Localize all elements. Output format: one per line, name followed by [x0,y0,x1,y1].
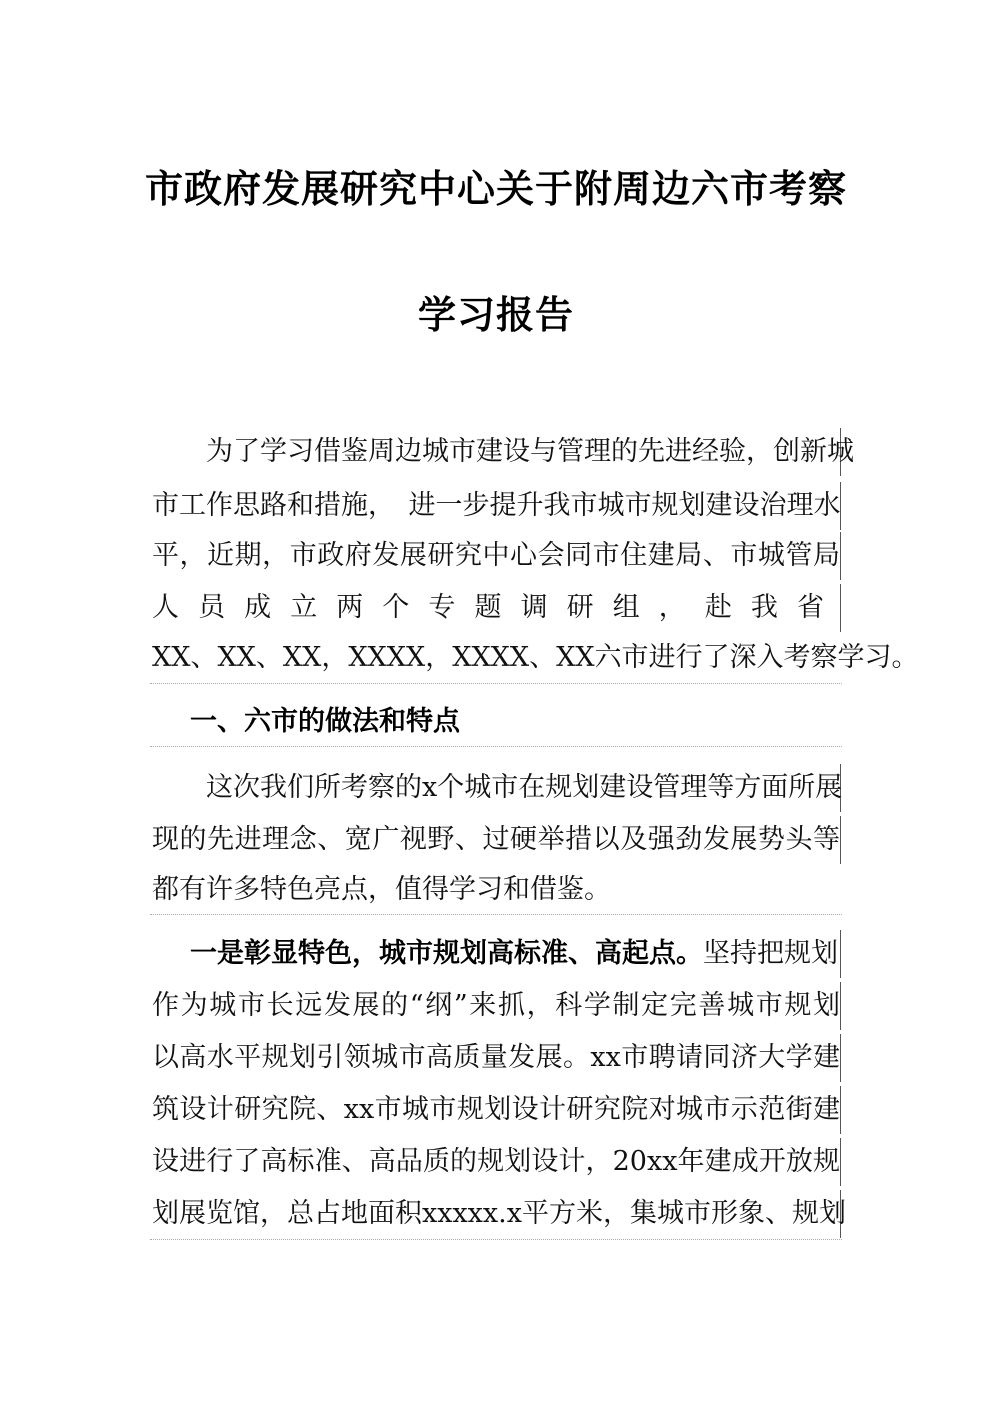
paragraph-separator [150,746,842,747]
document-title-line-1: 市政府发展研究中心关于附周边六市考察 [144,167,847,211]
paragraph-3-line-6: 划展览馆，总占地面积xxxxx.x平方米，集城市形象、规划 [152,1190,841,1238]
paragraph-1-line-3: 平，近期，市政府发展研究中心会同市住建局、市城管局 [152,532,841,580]
paragraph-1-line-4: 人员成立两个专题调研组，赴我省 [152,584,841,632]
paragraph-3-lead-rest: 坚持把规划 [703,938,838,969]
paragraph-separator [150,683,842,684]
paragraph-1-line-2: 市工作思路和措施， 进一步提升我市城市规划建设治理水 [152,482,841,530]
paragraph-1-line-1: 为了学习借鉴周边城市建设与管理的先进经验，创新城 [152,428,841,476]
paragraph-separator [150,914,842,915]
paragraph-3-lead-bold: 一是彰显特色，城市规划高标准、高起点。 [190,938,703,969]
paragraph-3-line-5: 设进行了高标准、高品质的规划设计，20xx年建成开放规 [152,1138,841,1186]
paragraph-2-line-1: 这次我们所考察的x个城市在规划建设管理等方面所展 [152,764,841,812]
paragraph-3-line-4: 筑设计研究院、xx市城市规划设计研究院对城市示范街建 [152,1086,841,1134]
document-title-line-2: 学习报告 [417,293,574,337]
paragraph-3-line-3: 以高水平规划引领城市高质量发展。xx市聘请同济大学建 [152,1034,841,1082]
paragraph-2-line-2: 现的先进理念、宽广视野、过硬举措以及强劲发展势头等 [152,816,841,864]
paragraph-separator [150,1239,842,1240]
section-heading-1: 一、六市的做法和特点 [190,706,460,737]
paragraph-3-line-1 [152,930,841,978]
paragraph-3-line-2: 作为城市长远发展的“纲”来抓，科学制定完善城市规划 [152,982,841,1030]
paragraph-1-line-5: XX、XX、XX，XXXX，XXXX、XX六市进行了深入考察学习。 [152,642,919,673]
paragraph-2-line-3: 都有许多特色亮点，值得学习和借鉴。 [152,874,611,905]
